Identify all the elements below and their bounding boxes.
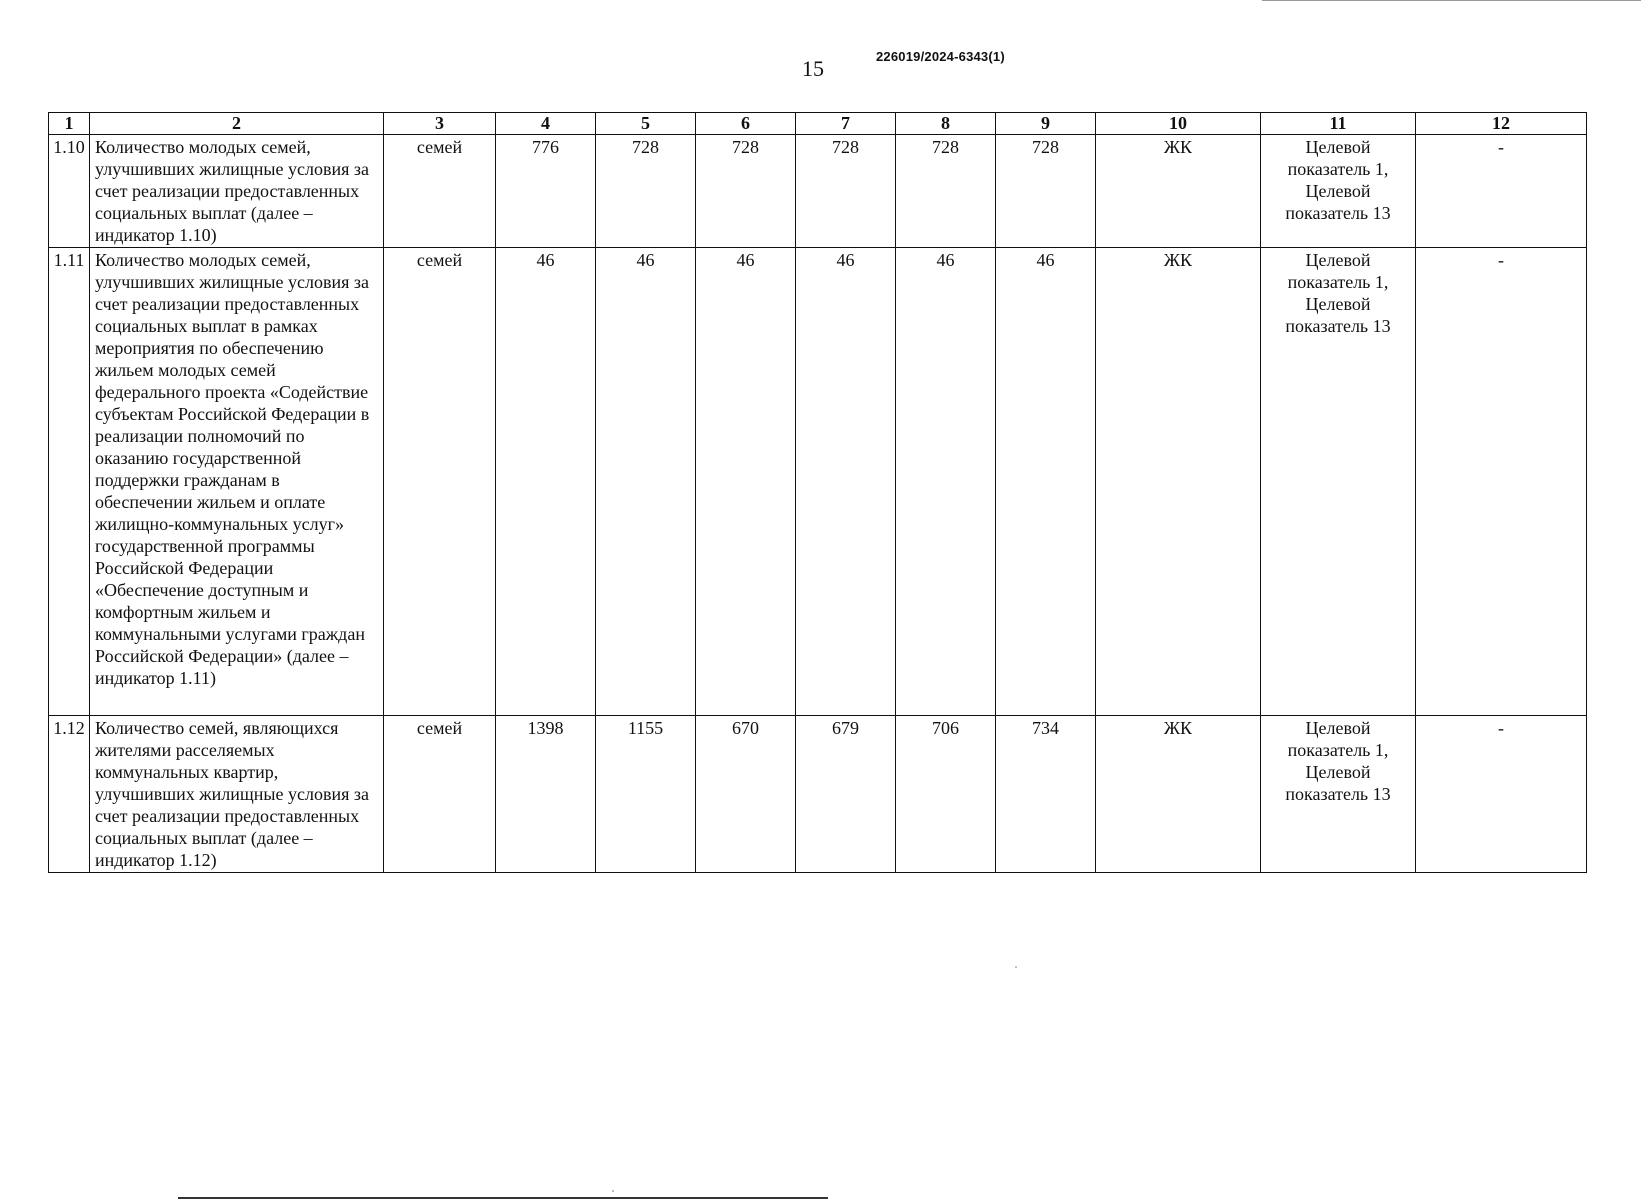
target-indicator-cell: Целевой показатель 1, Целевой показатель 13 — [1261, 248, 1416, 716]
value-cell: 46 — [696, 248, 796, 716]
row-number: 1.12 — [49, 716, 90, 873]
value-cell: 46 — [596, 248, 696, 716]
bottom-edge-rule — [178, 1197, 828, 1199]
scan-speck — [612, 1190, 614, 1192]
value-cell: 728 — [896, 135, 996, 248]
column-header: 6 — [696, 113, 796, 135]
unit-cell: семей — [384, 716, 496, 873]
value-cell: 670 — [696, 716, 796, 873]
value-cell: 46 — [896, 248, 996, 716]
responsible-cell: ЖК — [1096, 248, 1261, 716]
target-indicator-cell: Целевой показатель 1, Целевой показатель 13 — [1261, 716, 1416, 873]
value-cell: 1155 — [596, 716, 696, 873]
table-row — [49, 716, 1587, 873]
value-cell: 728 — [796, 135, 896, 248]
table-header-row — [49, 113, 1587, 135]
indicator-name: Количество семей, являющихся жителями расселяемых коммунальных квартир, улучшивших жилищные условия за счет реализации предоставленных социальных выплат (далее – индикатор 1.12) — [90, 716, 384, 873]
top-edge-rule — [1262, 0, 1641, 1]
column-header: 1 — [49, 113, 90, 135]
column-header: 11 — [1261, 113, 1416, 135]
column-header: 12 — [1416, 113, 1587, 135]
page-number: 15 — [802, 56, 824, 81]
value-cell: 46 — [496, 248, 596, 716]
value-cell: 728 — [996, 135, 1096, 248]
indicators-table — [48, 112, 1587, 873]
indicator-name: Количество молодых семей, улучшивших жилищные условия за счет реализации предоставленных социальных выплат в рамках мероприятия по обеспечению жильем молодых семей федерального проекта «Содействие субъектам Российской Федерации в реализации полномочий по оказанию государственной поддержки гражданам в обеспечении жильем и оплате жилищно-коммунальных услуг» государственной программы Российской Федерации «Обеспечение доступным и комфортным жильем и коммунальными услугами граждан Российской Федерации» (далее – индикатор 1.11) — [90, 248, 384, 716]
value-cell: 734 — [996, 716, 1096, 873]
unit-cell: семей — [384, 248, 496, 716]
column-header: 4 — [496, 113, 596, 135]
document-registration-code: 226019/2024-6343(1) — [876, 49, 1005, 64]
value-cell: 728 — [696, 135, 796, 248]
scan-speck — [1015, 966, 1017, 968]
column-header: 8 — [896, 113, 996, 135]
note-cell: - — [1416, 716, 1587, 873]
column-header: 10 — [1096, 113, 1261, 135]
value-cell: 706 — [896, 716, 996, 873]
table-row — [49, 135, 1587, 248]
value-cell: 728 — [596, 135, 696, 248]
responsible-cell: ЖК — [1096, 135, 1261, 248]
responsible-cell: ЖК — [1096, 716, 1261, 873]
column-header: 3 — [384, 113, 496, 135]
column-header: 7 — [796, 113, 896, 135]
note-cell: - — [1416, 248, 1587, 716]
column-header: 5 — [596, 113, 696, 135]
value-cell: 46 — [796, 248, 896, 716]
unit-cell: семей — [384, 135, 496, 248]
row-number: 1.10 — [49, 135, 90, 248]
value-cell: 46 — [996, 248, 1096, 716]
table-row — [49, 248, 1587, 716]
target-indicator-cell: Целевой показатель 1, Целевой показатель 13 — [1261, 135, 1416, 248]
column-header: 9 — [996, 113, 1096, 135]
note-cell: - — [1416, 135, 1587, 248]
value-cell: 679 — [796, 716, 896, 873]
column-header: 2 — [90, 113, 384, 135]
indicator-name: Количество молодых семей, улучшивших жилищные условия за счет реализации предоставленных социальных выплат (далее – индикатор 1.10) — [90, 135, 384, 248]
value-cell: 1398 — [496, 716, 596, 873]
row-number: 1.11 — [49, 248, 90, 716]
value-cell: 776 — [496, 135, 596, 248]
